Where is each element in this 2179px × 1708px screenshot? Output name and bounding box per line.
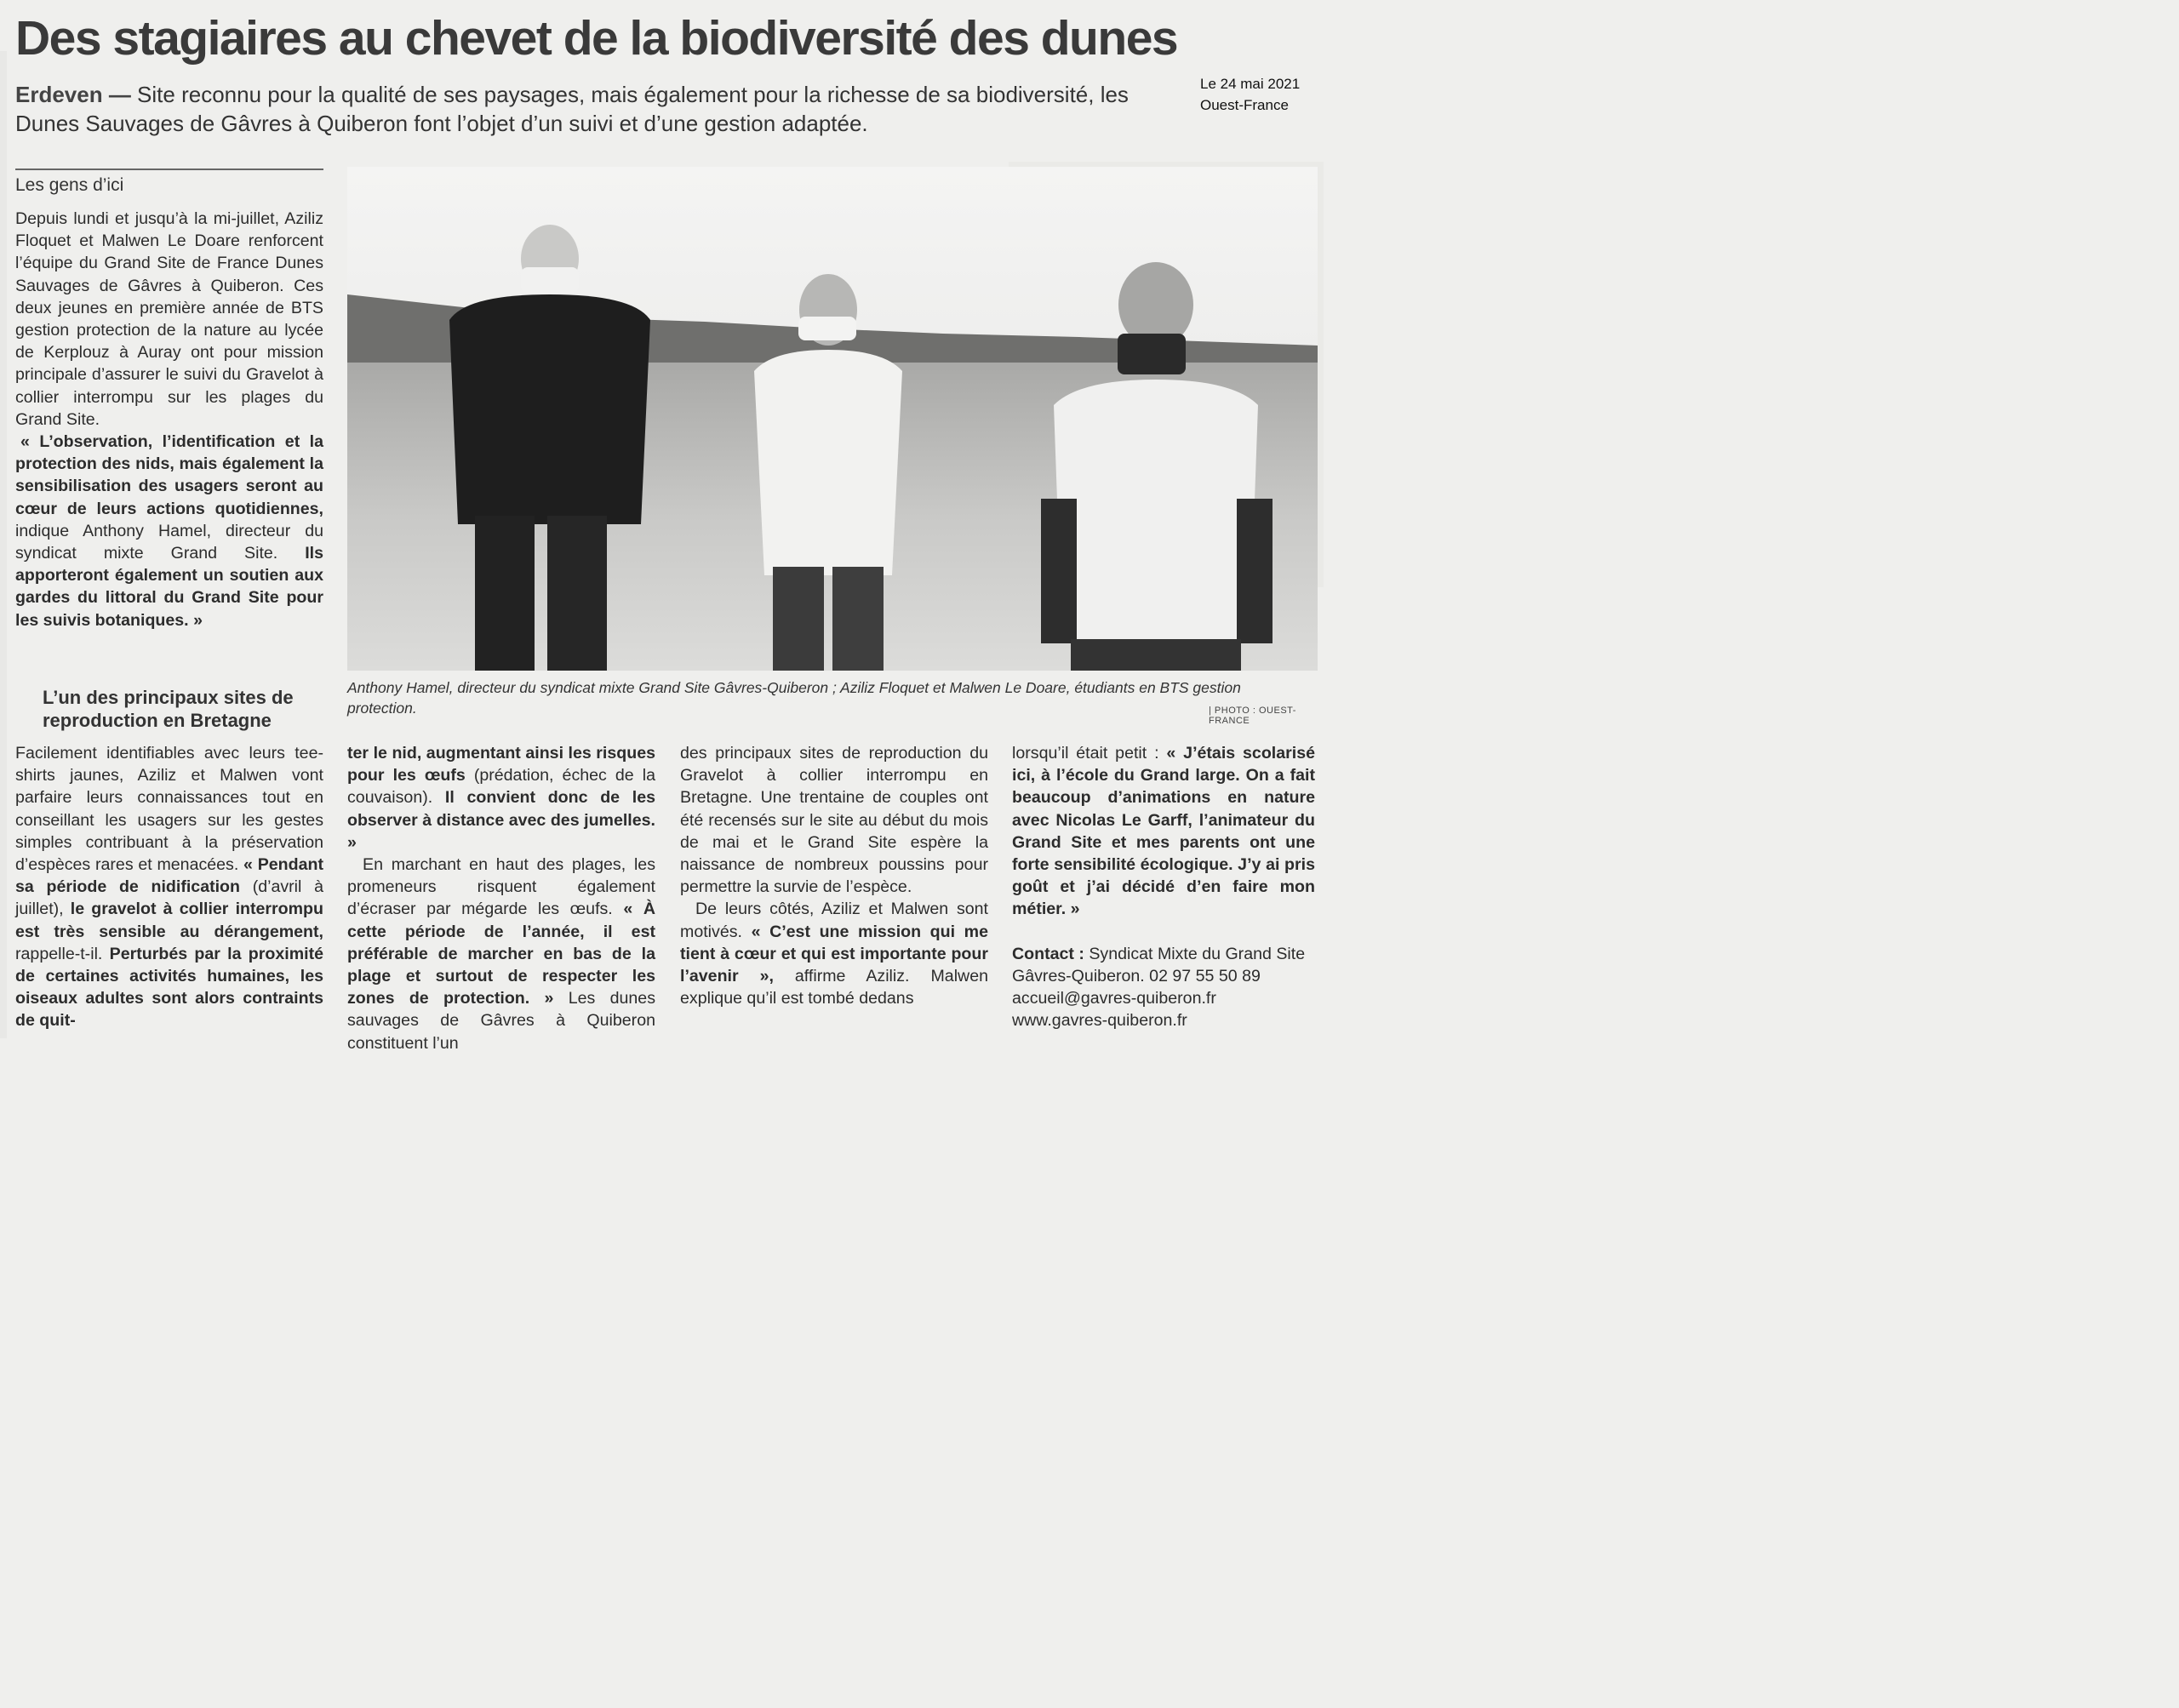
- headline: Des stagiaires au chevet de la biodiversité des dunes: [15, 11, 1178, 66]
- rubric-rule: [15, 169, 323, 170]
- standfirst-text: Site reconnu pour la qualité de ses paysages, mais également pour la richesse de sa biodiversité, les Dunes Sauvages de Gâvres à Quiberon font l’objet d’un suivi et d’une gestion adaptée.: [15, 82, 1129, 136]
- contact-text: Syndicat Mixte du Grand Site Gâvres-Quiberon. 02 97 55 50 89: [1012, 944, 1306, 985]
- column-1-upper: [15, 208, 323, 631]
- bleed-through-left: [0, 51, 7, 1038]
- rubric: Les gens d’ici: [15, 175, 124, 195]
- contact-block: [1012, 943, 1315, 1032]
- article-photo: [347, 167, 1318, 671]
- standfirst: [15, 80, 1173, 138]
- column-4: lorsqu’il était petit : « J’étais scolarisé ici, à l’école du Grand large. On a fait beaucoup d’animations en nature avec Nicolas Le Garff, l’animateur du Grand Site et mes parents ont une forte sensibilité écologique. J’y ai pris goût et j’ai décidé d’en faire mon métier. » Contact : Syndicat Mixte du Grand Site Gâvres-Quiberon. 02 97 55 50 89 accueil@gavres-quiberon.fr www.gavres-quiberon.fr: [1012, 742, 1315, 1031]
- publication-meta: [1200, 73, 1328, 116]
- column-3: des principaux sites de reproduction du Gravelot à collier interrompu en Bretagne. Une trentaine de couples ont été recensés sur le site au début du mois de mai et le Grand Site espère la naissance de nombreux poussins pour permettre la survie de l’espèce. De leurs côtés, Aziliz et Malwen sont motivés. « C’est une mission qui me tient à cœur et qui est importante pour l’avenir », affirme Aziliz. Malwen explique qu’il est tombé dedans: [680, 744, 988, 1008]
- intro-paragraph: Depuis lundi et jusqu’à la mi-juillet, Aziliz Floquet et Malwen Le Doare renforcent l’équipe du Grand Site de France Dunes Sauvages de Gâvres à Quiberon. Ces deux jeunes en première année de BTS gestion protection de la nature au lycée de Kerplouz à Auray ont pour mission principale d’assurer le suivi du Gravelot à collier interrompu sur les plages du Grand Site.: [15, 209, 323, 429]
- publication-source: Ouest-France: [1200, 97, 1289, 113]
- contact-label: Contact :: [1012, 944, 1084, 963]
- column-2: ter le nid, augmentant ainsi les risques pour les œufs (prédation, échec de la couvaison). Il convient donc de les observer à distance avec des jumelles. » En marchant en haut des plages, les promeneurs risquent également d’écraser par mégarde les œufs. « À cette période de l’année, il est préférable de marcher en bas de la plage et surtout de respecter les zones de protection. » Les dunes sauvages de Gâvres à Quiberon constituent l’un: [347, 744, 656, 1053]
- subheading: L’un des principaux sites de reproduction en Bretagne: [43, 687, 294, 731]
- publication-date: Le 24 mai 2021: [1200, 76, 1301, 92]
- photo-credit: | PHOTO : OUEST-FRANCE: [1209, 705, 1296, 726]
- photo-caption: Anthony Hamel, directeur du syndicat mixte Grand Site Gâvres-Quiberon ; Aziliz Floquet et Malwen Le Doare, étudiants en BTS gestion protection.: [347, 679, 1241, 717]
- column-1-lower: Facilement identifiables avec leurs tee-shirts jaunes, Aziliz et Malwen vont parfaire leurs connaissances tout en conseillant les usagers sur les gestes simples contribuant à la préservation d’espèces rares et menacées. « Pendant sa période de nidification (d’avril à juillet), le gravelot à collier interrompu est très sensible au dérangement, rappelle-t-il. Perturbés par la proximité de certaines activités humaines, les oiseaux adultes sont alors contraints de quit-: [15, 744, 324, 1031]
- contact-website[interactable]: www.gavres-quiberon.fr: [1012, 1011, 1187, 1031]
- quote-paragraph: « L’observation, l’identification et la protection des nids, mais également la sensibilisation des usagers seront au cœur de leurs actions quotidiennes, indique Anthony Hamel, directeur du syndicat mixte Grand Site. Ils apporteront également un soutien aux gardes du littoral du Grand Site pour les suivis botaniques. »: [15, 432, 323, 630]
- contact-email[interactable]: accueil@gavres-quiberon.fr: [1012, 989, 1216, 1008]
- location-tag: Erdeven —: [15, 82, 131, 107]
